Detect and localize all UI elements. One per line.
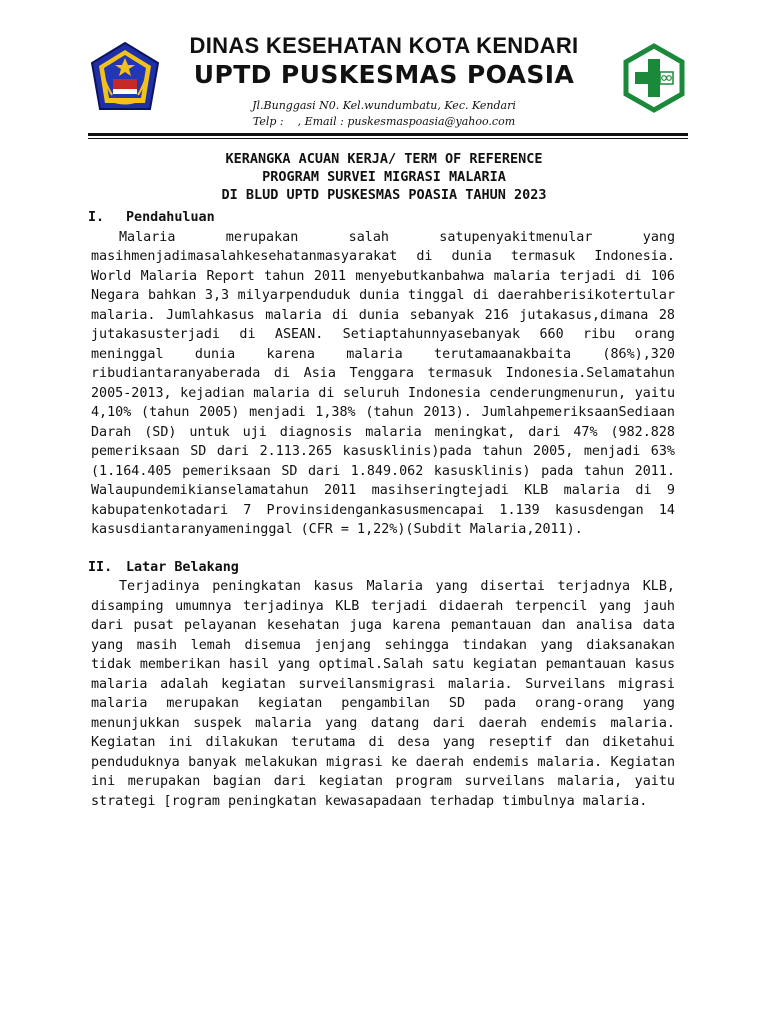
organization-name: DINAS KESEHATAN KOTA KENDARI xyxy=(189,33,579,58)
letterhead-divider-thick xyxy=(88,133,688,136)
title-line-3: DI BLUD UPTD PUSKESMAS POASIA TAHUN 2023 xyxy=(221,187,547,203)
institution-name: UPTD PUSKESMAS POASIA xyxy=(193,60,575,89)
document-title xyxy=(0,150,768,204)
section-paragraph-latar-belakang: Terjadinya peningkatan kasus Malaria yang disertai terjadnya KLB, disamping umumnya terjadinya KLB terjadi didaerah terpencil yang jauh dari pusat pelayanan kesehatan juga karena pemantauan dan analisa data yang masih lemah disemua jenjang sehingga tindakan yang diaksanakan tidak memberikan hasil yang optimal.Salah satu kegiatan pemantauan kasus malaria adalah kegiatan surveilansmigrasi malaria. Surveilans migrasi malaria merupakan kegiatan pengambilan SD pada orang-orang yang menunjukkan suspek malaria yang datang dari daerah endemis malaria. Kegiatan ini dilakukan terutama di desa yang reseptif dan diketahui penduduknya banyak melakukan migrasi ke daerah endemis malaria. Kegiatan ini merupakan bagian dari kegiatan program surveilans malaria, yaitu strategi [rogram peningkatan kewasapadaan terhadap timbulnya malaria. xyxy=(91,579,675,809)
section-spacer xyxy=(91,540,675,558)
section-paragraph-pendahuluan: Malaria merupakan salah satupenyakitmenular yang masihmenjadimasalahkesehatanmasyarakat di dunia termasuk Indonesia. World Malaria Report tahun 2011 menyebutkanbahwa malaria terjadi di 106 Negara bahkan 3,3 milyarpenduduk dunia tinggal di daerahberisikotertular malaria. Jumlahkasus malaria di dunia sebanyak 216 jutakasus,dimana 28 jutakasusterjadi di ASEAN. Setiaptahunnyasebanyak 660 ribu orang meninggal dunia karena malaria terutamaanakbaita (86%),320 ribudiantaranyaberada di Asia Tenggara termasuk Indonesia.Selamatahun 2005-2013, kejadian malaria di seluruh Indonesia cenderungmenurun, yaitu 4,10% (tahun 2005) menjadi 1,38% (tahun 2013). JumlahpemeriksaanSediaan Darah (SD) untuk uji diagnosis malaria meningkat, dari 47% (982.828 pemeriksaan SD dari 2.113.265 kasusklinis)pada tahun 2005, menjadi 63% (1.164.405 pemeriksaan SD dari 1.849.062 kasusklinis) pada tahun 2011. Walaupundemikianselamatahun 2011 masihseringtejadi KLB malaria di 9 kabupatenkotadari 7 Provinsidengankasusmencapai 1.139 kasusdengan 14 kasusdiantaranyameninggal (CFR = 1,22%)(Subdit Malaria,2011). xyxy=(91,229,675,537)
letterhead-divider-thin xyxy=(88,138,688,139)
section-heading-latar-belakang xyxy=(88,558,675,578)
section-title: Latar Belakang xyxy=(126,559,239,575)
section-heading-pendahuluan xyxy=(88,208,675,228)
address-line: Jl.Bunggasi N0. Kel.wundumbatu, Kec. Kendari xyxy=(252,99,516,112)
puskesmas-logo-icon xyxy=(621,43,687,113)
section-number: I. xyxy=(88,210,105,225)
section-title: Pendahuluan xyxy=(126,210,215,225)
title-line-1: KERANGKA ACUAN KERJA/ TERM OF REFERENCE xyxy=(225,151,543,167)
letterhead xyxy=(0,0,768,140)
document-body xyxy=(88,208,675,811)
section-number: II. xyxy=(88,559,113,575)
title-line-2: PROGRAM SURVEI MIGRASI MALARIA xyxy=(262,169,506,185)
contact-line: Telp : , Email : puskesmaspoasia@yahoo.com xyxy=(252,115,516,128)
